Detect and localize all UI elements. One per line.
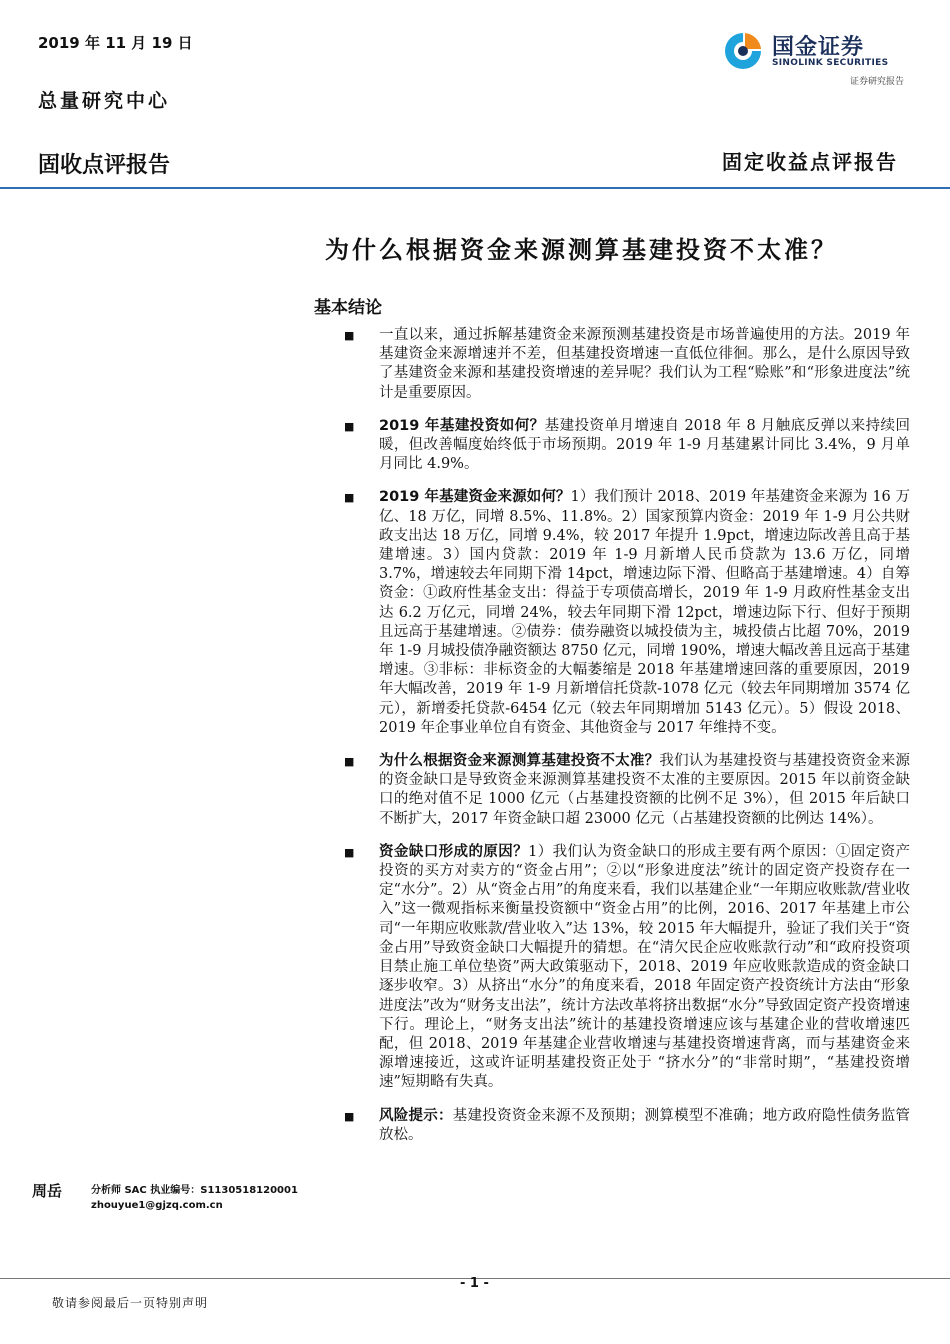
bullet-square-icon: ■ <box>344 1109 355 1123</box>
bullet-text: 基建投资资金来源不及预期；测算模型不准确；地方政府隐性债务监管放松。 <box>379 1107 911 1143</box>
bullet-text: 我们认为基建投资与基建投资资金来源的资金缺口是导致资金来源测算基建投资不太准的主要原因。2015 年以前资金缺口的绝对值不足 1000 亿元（占基建投资额的比例不足 3%），但 2015 年后缺口不断扩大，2017 年资金缺口超 23000 亿元（占基建投资额的比例达 14%）。 <box>379 753 911 827</box>
bullet-text: 基建投资单月增速自 2018 年 8 月触底反弹以来持续回暖，但改善幅度始终低于市场预期。2019 年 1-9 月基建累计同比 3.4%，9 月单月同比 4.9%。 <box>379 417 911 473</box>
analyst-cert: 分析师 SAC 执业编号：S1130518120001 <box>91 1185 298 1196</box>
bullet-square-icon: ■ <box>344 419 355 433</box>
analyst-name: 周岳 <box>32 1182 63 1200</box>
list-item <box>344 1107 910 1145</box>
bullet-lead: 为什么根据资金来源测算基建投资不太准？ <box>379 753 660 770</box>
bullet-square-icon: ■ <box>344 845 355 859</box>
bullet-lead: 风险提示： <box>379 1107 453 1124</box>
bullet-text: 1）我们认为资金缺口的形成主要有两个原因：①固定资产投资的买方对卖方的“资金占用”；②以“形象进度法”统计的固定资产投资存在一定“水分”。2）从“资金占用”的角度来看，我们以基建企业“一年期应收账款/营业收入”这一微观指标来衡量投资额中“资金占用”的比例，2016、2017 年基建上市公司“一年期应收账款/营业收入”达 13%，较 2015 年大幅提升，验证了我们关于“资金占用”导致资金缺口大幅提升的猜想。在“清欠民企应收账款行动”和“政府投资项目禁止施工单位垫资”两大政策驱动下，2018、2019 年应收账款造成的资金缺口逐步收窄。3）从挤出“水分”的角度来看，2018 年固定资产投资统计方法由“形象进度法”改为“财务支出法”，统计方法改革将挤出数据“水分”导致固定资产投资增速下行。理论上，“财务支出法”统计的基建投资增速应该与基建企业的营收增速匹配，但 2018、2019 年基建企业营收增速与基建投资增速背离，而与基建资金来源增速接近，这或许证明基建投资正处于 “挤水分”的“非常时期”，“基建投资增速”短期略有失真。 <box>379 843 910 1091</box>
analyst-info <box>91 1183 298 1213</box>
list-item <box>344 417 910 475</box>
bullet-square-icon: ■ <box>344 491 355 505</box>
section-heading: 基本结论 <box>314 298 382 318</box>
bullet-square-icon: ■ <box>344 755 355 769</box>
logo-name-en: SINOLINK SECURITIES <box>772 58 889 68</box>
list-item <box>344 488 910 738</box>
report-date: 2019 年 11 月 19 日 <box>38 34 193 52</box>
logo-name-cn: 国金证券 <box>772 35 865 60</box>
bullet-lead: 2019 年基建投资如何？ <box>379 417 545 434</box>
bullet-square-icon: ■ <box>344 329 355 342</box>
bullet-text: 一直以来，通过拆解基建资金来源预测基建投资是市场普遍使用的方法。2019 年基建资金来源增速并不差，但基建投资增速一直低位徘徊。那么，是什么原因导致了基建资金来源和基建投资增速的差异呢？我们认为工程“赊账”和“形象进度法”统计是重要原因。 <box>379 327 910 401</box>
bullet-text: 1）我们预计 2018、2019 年基建资金来源为 16 万亿、18 万亿，同增 8.5%、11.8%。2）国家预算内资金：2019 年 1-9 月公共财政支出达 18 万亿，同增 9.4%，较 2017 年提升 1.9pct，增速边际改善且高于基建增速。3）国内贷款：2019 年 1-9 月新增人民币贷款为 13.6 万亿，同增 3.7%，增速较去年同期下滑 14pct，增速边际下滑、但略高于基建增速。4）自筹资金：①政府性基金支出：得益于专项债高增长，2019 年 1-9 月政府性基金支出达 6.2 万亿元，同增 24%，较去年同期下滑 12pct，增速边际下行、但好于预期且远高于基建增速。②债券：债券融资以城投债为主，城投债占比超 70%，2019 年 1-9 月城投债净融资额达 8750 亿元，同增 190%，增速大幅改善且远高于基建增速。③非标：非标资金的大幅萎缩是 2018 年基建增速回落的重要原因，2019 年大幅改善，2019 年 1-9 月新增信托贷款-1078 亿元（较去年同期增加 3574 亿元），新增委托贷款-6454 亿元（较去年同期增加 5143 亿元）。5）假设 2018、2019 年企事业单位自有资金、其他资金与 2017 年维持不变。 <box>379 489 910 736</box>
list-item <box>344 752 910 829</box>
report-title: 为什么根据资金来源测算基建投资不太准？ <box>325 235 838 264</box>
page-number: - 1 - <box>460 1276 489 1291</box>
header-divider <box>0 187 950 189</box>
report-type-right: 固定收益点评报告 <box>722 150 898 174</box>
company-logo <box>722 28 906 92</box>
department-name: 总量研究中心 <box>38 90 171 112</box>
logo-mark-icon <box>722 30 764 72</box>
conclusion-list <box>344 326 910 1159</box>
list-item <box>344 843 910 1093</box>
logo-subtitle: 证券研究报告 <box>849 77 904 87</box>
footer-disclaimer: 敬请参阅最后一页特别声明 <box>52 1296 209 1310</box>
bullet-lead: 2019 年基建资金来源如何？ <box>379 489 571 506</box>
list-item <box>344 326 910 403</box>
report-type: 固收点评报告 <box>38 153 171 178</box>
bullet-lead: 资金缺口形成的原因？ <box>379 843 529 860</box>
analyst-email[interactable]: zhouyue1@gjzq.com.cn <box>91 1200 223 1211</box>
